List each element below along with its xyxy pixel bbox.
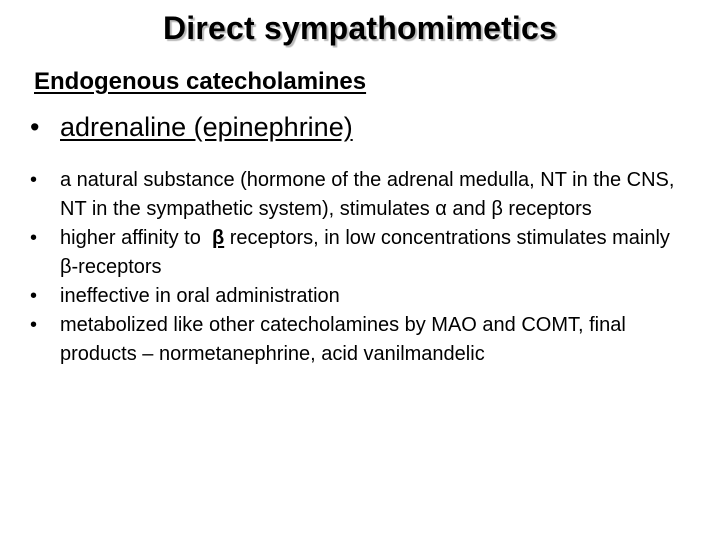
bullet-icon: • — [30, 112, 40, 142]
detail-list — [30, 166, 690, 369]
list-item-text-before: higher affinity to — [60, 227, 212, 249]
bullet-icon: • — [30, 227, 38, 249]
bullet-icon: • — [30, 314, 38, 336]
list-item — [30, 224, 690, 282]
main-bullet-item — [30, 110, 353, 144]
bullet-icon: • — [30, 169, 38, 191]
list-item-text: a natural substance (hormone of the adrenal medulla, NT in the CNS, NT in the sympathetic system), stimulates α and β receptors — [60, 169, 675, 220]
list-item-text: metabolized like other catecholamines by MAO and COMT, final products – normetanephrine, acid vanilmandelic — [60, 314, 626, 365]
list-item — [30, 166, 690, 224]
list-item-text: ineffective in oral administration — [60, 285, 340, 307]
section-subtitle: Endogenous catecholamines — [34, 68, 367, 95]
main-bullet-text: adrenaline (epinephrine) — [60, 112, 353, 142]
list-item-text — [60, 227, 670, 278]
list-item-text-after: receptors, in low concentrations stimulates mainly β-receptors — [60, 227, 670, 278]
bullet-icon: • — [30, 285, 38, 307]
list-item — [30, 311, 690, 369]
slide-title: Direct sympathomimetics — [162, 10, 558, 46]
beta-emphasis: β — [211, 227, 225, 249]
list-item — [30, 282, 690, 311]
